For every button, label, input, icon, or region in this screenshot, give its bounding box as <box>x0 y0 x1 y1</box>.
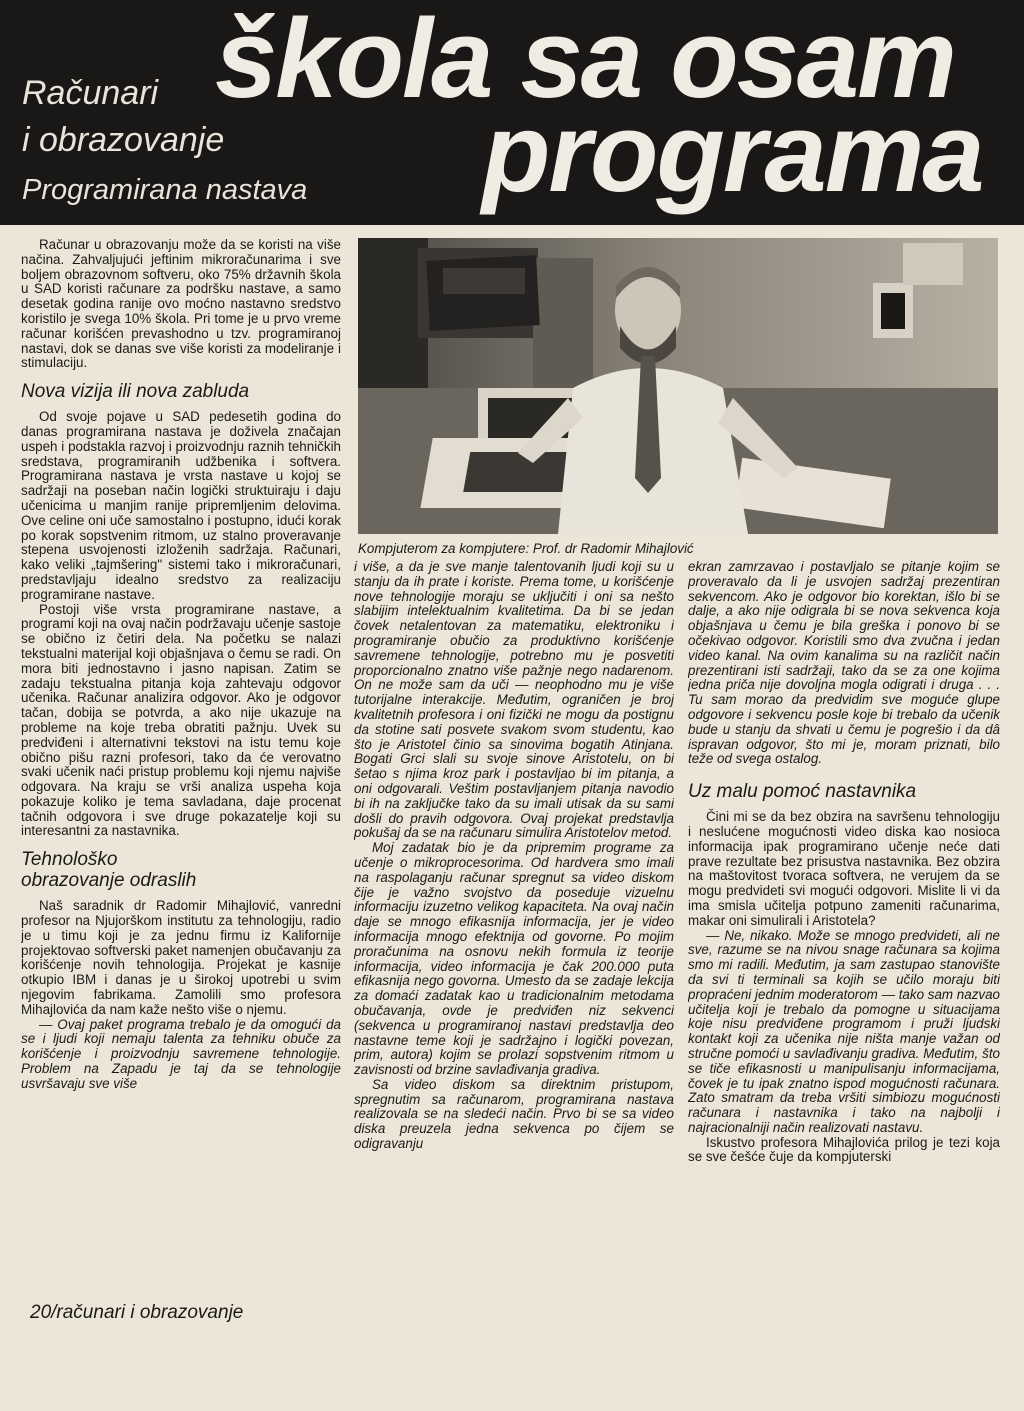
interview-paragraph: ekran zamrzavao i postavljalo se pitanje kojim se proveravalo da li je usvojen sadržaj prezentiran sekvencom. Ako je odgovor bio korektan, išlo bi se dalje, a ako nije odigrala bi se nova sekvenca koja objašnjava u čemu je bila greška i ponovo bi se očekivao odgovor. Koristili smo dva zvučna i jedan video kanal. Na ovim kanalima su na različit način prezentirani isti sadržaji, tako da se za one kojima jedna priča nije dovoljna mogla odigrati i druga . . . Tu sam morao da predvidim sve moguće glupe odgovore i sekvencu posle koje bi trebalo da učenik bude u stanju da shvati u čemu je pogrešio i da dâ ispravan odgovor, što mi je, moram priznati, bilo teže od svega ostalog. <box>688 560 1000 767</box>
body-paragraph: Iskustvo profesora Mihajlovića prilog je tezi koja se sve češće čuje da kompjuterski <box>688 1134 1000 1165</box>
page-folio: 20/računari i obrazovanje <box>30 1302 244 1323</box>
portrait-photo <box>358 238 998 534</box>
subheading-tehnolosko: Tehnološko <box>21 849 118 871</box>
header-banner <box>0 0 1024 225</box>
interview-paragraph: — Ne, nikako. Može se mnogo predvideti, ali ne sve, razume se na nivou snage računara sa kojima smo mi radili. Međutim, ja sam zastupao stanovište da svi ti terminali sa kojih se učilo moraju biti propraćeni jednim moderatorom — tako sam nazvao učitelja koji je trebalo da pomogne u situacijama koje nisu predviđene programom i pruži ljudski kontakt koji za učenika nije ništa manje važan od stručne pomoći u savlađivanju gradiva. Međutim, što se tiče efikasnosti u manipulisanju informacijama, čovek je tu ipak znatno ispod mogućnosti računara. Zato smatram da treba vršiti simbiozu mogućnosti računara i nastavnika i tako na najbolji i najracionalniji način realizovati nastavu. <box>688 927 1000 1135</box>
article-column-3 <box>688 560 1000 1165</box>
headline-line2: programa <box>482 90 983 215</box>
section-subkicker: Programirana nastava <box>22 174 308 206</box>
section-kicker: Računari <box>22 74 159 112</box>
subheading-obrazovanje-odraslih: obrazovanje odraslih <box>21 870 197 892</box>
intro-paragraph: Računar u obrazovanju može da se koristi na više načina. Zahvaljujući jeftinim mikroračunarima i sve boljem obrazovnom softveru, oko 75% državnih škola u SAD koristi računare za podršku nastave, a samo desetak godina ranije ovo moćno nastavno sredstvo koristilo je svega 10% škola. Pri tome je u prvo vreme računar korišćen prevashodno u tzv. programiranoj nastavi, dok se danas sve više koristi za modeliranje i stimulaciju. <box>21 238 341 371</box>
question-paragraph: Čini mi se da bez obzira na savršenu tehnologiju i neslućene mogućnosti video diska kao nosioca informacija ipak programirano učenje neće dati prave rezultate bez prisustva nastavnika. Bez obzira na maštovitost tvoraca softvera, ne verujem da se mogu predvideti svi mogući odgovori. Mislite li vi da ima smisla učitelja potpuno zameniti računarima, makar oni simulirali i Aristotela? <box>688 809 1000 928</box>
body-paragraph: Naš saradnik dr Radomir Mihajlović, vanredni profesor na Njujorškom institutu za tehnologiju, radio je u timu koji je za jednu firmu iz Kalifornije projektovao softverski paket namenjen obučavanju za korišćenje novih tehnologija. Projekat je kasnije otkupio IBM i danas je u širokoj upotrebi u svim njegovim fabrikama. Zamolili smo profesora Mihajlovića da nam kaže nešto više o njemu. <box>21 898 341 1017</box>
body-paragraph: Postoji više vrsta programirane nastave, a programi koji na ovaj način podržavaju učenje sastoje se obično iz četiri dela. Na početku se nalazi tekstualni materijal koji objašnjava o čemu se radi. On mora biti jednostavno i jasno napisan. Zatim se zadaju tekstualna pitanja koja zahtevaju odgovor učenika. Računar analizira odgovor. Ako je odgovor tačan, dobija se potvrda, a ako nije ukazuje na probleme na koje treba obratiti pažnju. Uvek su predviđeni i alternativni tekstovi na istu temu koje obično pišu razni profesori, tako da će verovatno svaki učenik naći pristup problemu koji njemu najviše odgovara. Na kraju se vrši analiza uspeha koja pokazuje koliko je tema savladana, daje procenat tačnih odgovora i sve druge pokazatelje koji su interesantni za nastavnika. <box>21 601 341 839</box>
interview-paragraph: — Ovaj paket programa trebalo je da omogući da se i ljudi koji nemaju talenta za tehniku obuče za korišćenje i proizvodnju savremene tehnologije. Problem na Zapadu je taj da se tehnologije usvršavaju sve više <box>21 1016 341 1091</box>
subheading-nova-vizija: Nova vizija ili nova zabluda <box>21 381 250 403</box>
section-kicker-line2: i obrazovanje <box>22 121 225 159</box>
interview-paragraph: i više, a da je sve manje talentovanih ljudi koji su u stanju da ih prate i koriste. Prema tome, u korišćenje nove tehnologije moraju se uključiti i oni sa nešto slabijim intelektualnim kvalitetima. Da bi se jedan čovek netalentovan za matematiku, elektroniku i programiranje obučio za produktivno korišćenje savremene tehnologije, potrebno mu je posvetiti proporcionalno znatno više pažnje nego nadarenom. On ne može sam da uči — neophodno mu je više tutorijalne interakcije. Međutim, ograničen je broj kvalitetnih profesora i oni fizički ne mogu da postignu da stotine sati posvete svakom svom studentu, kao što je Aristotel činio sa sinovima bogatih Atinjana. Bogati Grci slali su svoje sinove Aristotelu, on bi šetao s njima kroz park i postavljao bi im pitanja, a oni odgovarali. Veštim postavljanjem pitanja navodio bi ih na zaključke tako da su imali utisak da su sami došli do pravih odgovora. Ovaj projekat predstavlja pokušaj da se na računaru simulira Aristotelov metod. <box>354 560 674 841</box>
body-paragraph: Od svoje pojave u SAD pedesetih godina do danas programirana nastava je doživela značajan uspeh i podstakla razvoj i proizvodnju raznih tehničkih sredstava, programiranih udžbenika i softvera. Programirana nastava je vrsta nastave u kojoj se sadržaji na poseban način logički struktuiraju i daju učenicima u manjim ranije pripremljenim delovima. Ove celine oni uče samostalno i postupno, idući korak po korak sopstvenim ritmom, uz stalno proveravanje stepena usvojenosti izloženih sadržaja. Računari, kako veliki „tajmšering" sistemi tako i mikroračunari, predstavljaju idealno sredstvo za realizaciju programirane nastave. <box>21 409 341 602</box>
subheading-uz-malu-pomoc: Uz malu pomoć nastavnika <box>688 781 917 803</box>
photo-illustration <box>358 238 998 534</box>
headline-line1: škola sa osam <box>215 0 955 121</box>
article-column-2 <box>354 560 674 1152</box>
article-column-1 <box>21 238 341 1092</box>
interview-paragraph: Sa video diskom sa direktnim pristupom, spregnutim sa računarom, programirana nastava realizovala se na sledeći način. Prvo bi se sa video diska preuzela jedna sekvenca po čijem se odigravanju <box>354 1076 674 1152</box>
interview-paragraph: Moj zadatak bio je da pripremim programe za učenje o mikroprocesorima. Od hardvera smo imali na raspolaganju računar spregnut sa video diskom čije je važno svojstvo da poseduje vizuelnu informaciju izuzetno velikog kapaciteta. Na ovaj način daje se mnogo efikasnija informacija, jer je video informacija mnogo efektnija od govorne. Po mojim proračunima na osnovu nekih formula iz teorije informacija, video informacija je čak 200.000 puta efikasnija nego govorna. Umesto da se zadaje lekcija za domaći zadatak kao u tradicionalnim metodama obučavanja, ovde je predviđen niz sekvenci (sekvenca u programiranoj nastavi predstavlja deo nastavne teme koji je sadržajno i logički povezan, prim, autora) kojim se prolazi sopstvenim ritmom u zavisnosti od brzine savlađivanja gradiva. <box>354 840 674 1078</box>
photo-caption: Kompjuterom za kompjutere: Prof. dr Radomir Mihajlović <box>358 541 694 556</box>
